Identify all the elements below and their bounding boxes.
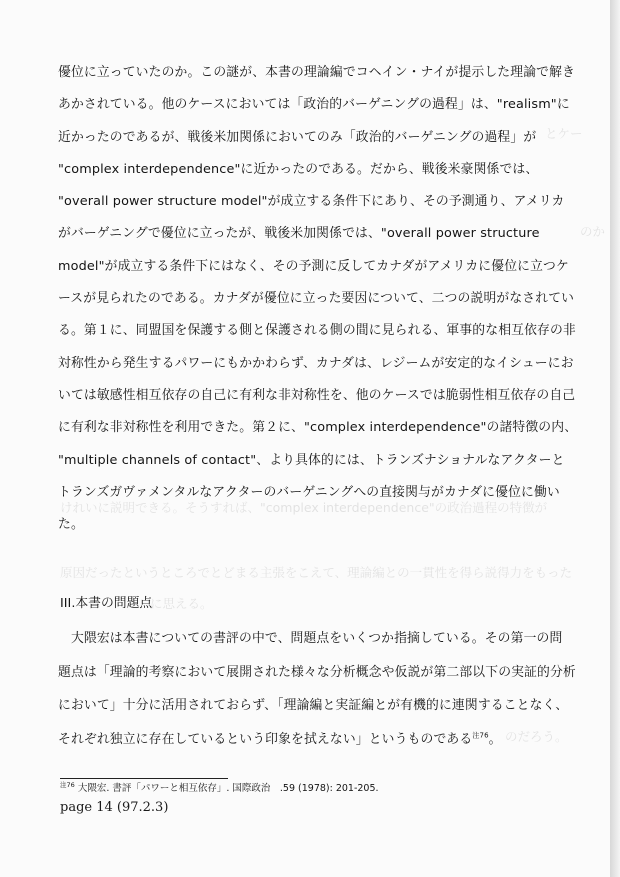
bleed-through-text-1: けれいに説明できる。そうすれば、"complex interdependence"の政治過程の特徴が xyxy=(60,500,548,515)
problem-paragraph xyxy=(58,622,588,756)
bleed-through-text-5: とケー xyxy=(545,126,583,141)
scan-edge xyxy=(610,0,620,877)
body-line-9: る。第１に、同盟国を保護する側と保護される側の間に見られる、軍事的な相互依存の非 xyxy=(58,323,576,339)
body-line-15: た。 xyxy=(58,517,84,533)
body-line-8: ースが見られたのである。カナダが優位に立った要因について、二つの説明がなされてい xyxy=(58,291,575,307)
body-line-10: 対称性から発生するパワーにもかかわらず、カナダは、レジームが安定的なイシューにお xyxy=(58,355,574,371)
body-line-6: がバーゲニングで優位に立ったが、戦後米加関係では、"overall power structure xyxy=(58,226,540,242)
footnote-reference: 注76 xyxy=(472,731,489,740)
bleed-through-text-3: に思える。 xyxy=(150,596,213,611)
problem-line-1: 大隈宏は本書についての書評の中で、問題点をいくつか指摘している。その第一の問 xyxy=(58,631,563,646)
body-line-2: あかされている。他のケースにおいては「政治的バーゲニングの過程」は、"realism"に xyxy=(58,97,570,113)
bleed-through-text-4: のだろう。 xyxy=(505,729,568,744)
problem-line-3: において」十分に活用されておらず、「理論編と実証編とが有機的に連関することなく、 xyxy=(58,698,569,713)
bleed-through-text-6: のか xyxy=(580,224,605,239)
problem-line-2: 題点は「理論的考察において展開された様々な分析概念や仮説が第二部以下の実証的分析 xyxy=(58,664,576,680)
body-line-3: 近かったのであるが、戦後米加関係においてのみ「政治的バーゲニングの過程」が xyxy=(58,129,537,145)
body-line-13: "multiple channels of contact"、より具体的には、トランズナショナルなアクターと xyxy=(58,452,565,468)
body-line-12: に有利な非対称性を利用できた。第２に、"complex interdependence"の諸特徴の内、 xyxy=(58,420,578,436)
problem-line-4 xyxy=(58,723,588,757)
body-line-5: "overall power structure model"が成立する条件下にあり、その予測通り、アメリカ xyxy=(58,194,565,210)
footnote-mark: 注76 xyxy=(60,780,75,789)
problem-line-4-text: それぞれ独立に存在しているという印象を拭えない」というものである xyxy=(58,731,473,747)
body-paragraph xyxy=(58,57,588,541)
body-line-4: "complex interdependence"に近かったのである。だから、戦後米豪関係では、 xyxy=(58,161,539,177)
section-heading: III.本書の問題点 xyxy=(60,596,153,611)
footnote-text: 大隈宏. 書評「パワーと相互依存」. 国際政治 .59 (1978): 201-205. xyxy=(77,783,379,794)
body-line-14: トランズガヴァメンタルなアクターのバーゲニングへの直接関与がカナダに優位に働い xyxy=(58,484,560,500)
body-line-11: いては敏感性相互依存の自己に有利な非対称性を、他のケースでは脆弱性相互依存の自己 xyxy=(58,387,576,403)
page-number: page 14 (97.2.3) xyxy=(60,800,169,815)
bleed-through-text-2: 原因だったというところでとどまる主張をこえて、理論編との一貫性を得ら説得力をもった xyxy=(60,565,573,580)
body-line-7: model"が成立する条件下にはなく、その予測に反してカナダがアメリカに優位に立つケ xyxy=(58,258,569,274)
body-line-1: 優位に立っていたのか。この謎が、本書の理論編でコヘイン・ナイが提示した理論で解き xyxy=(58,65,575,80)
problem-line-4-end: 。 xyxy=(488,731,502,747)
footnote xyxy=(60,782,379,796)
footnote-rule xyxy=(60,778,228,779)
